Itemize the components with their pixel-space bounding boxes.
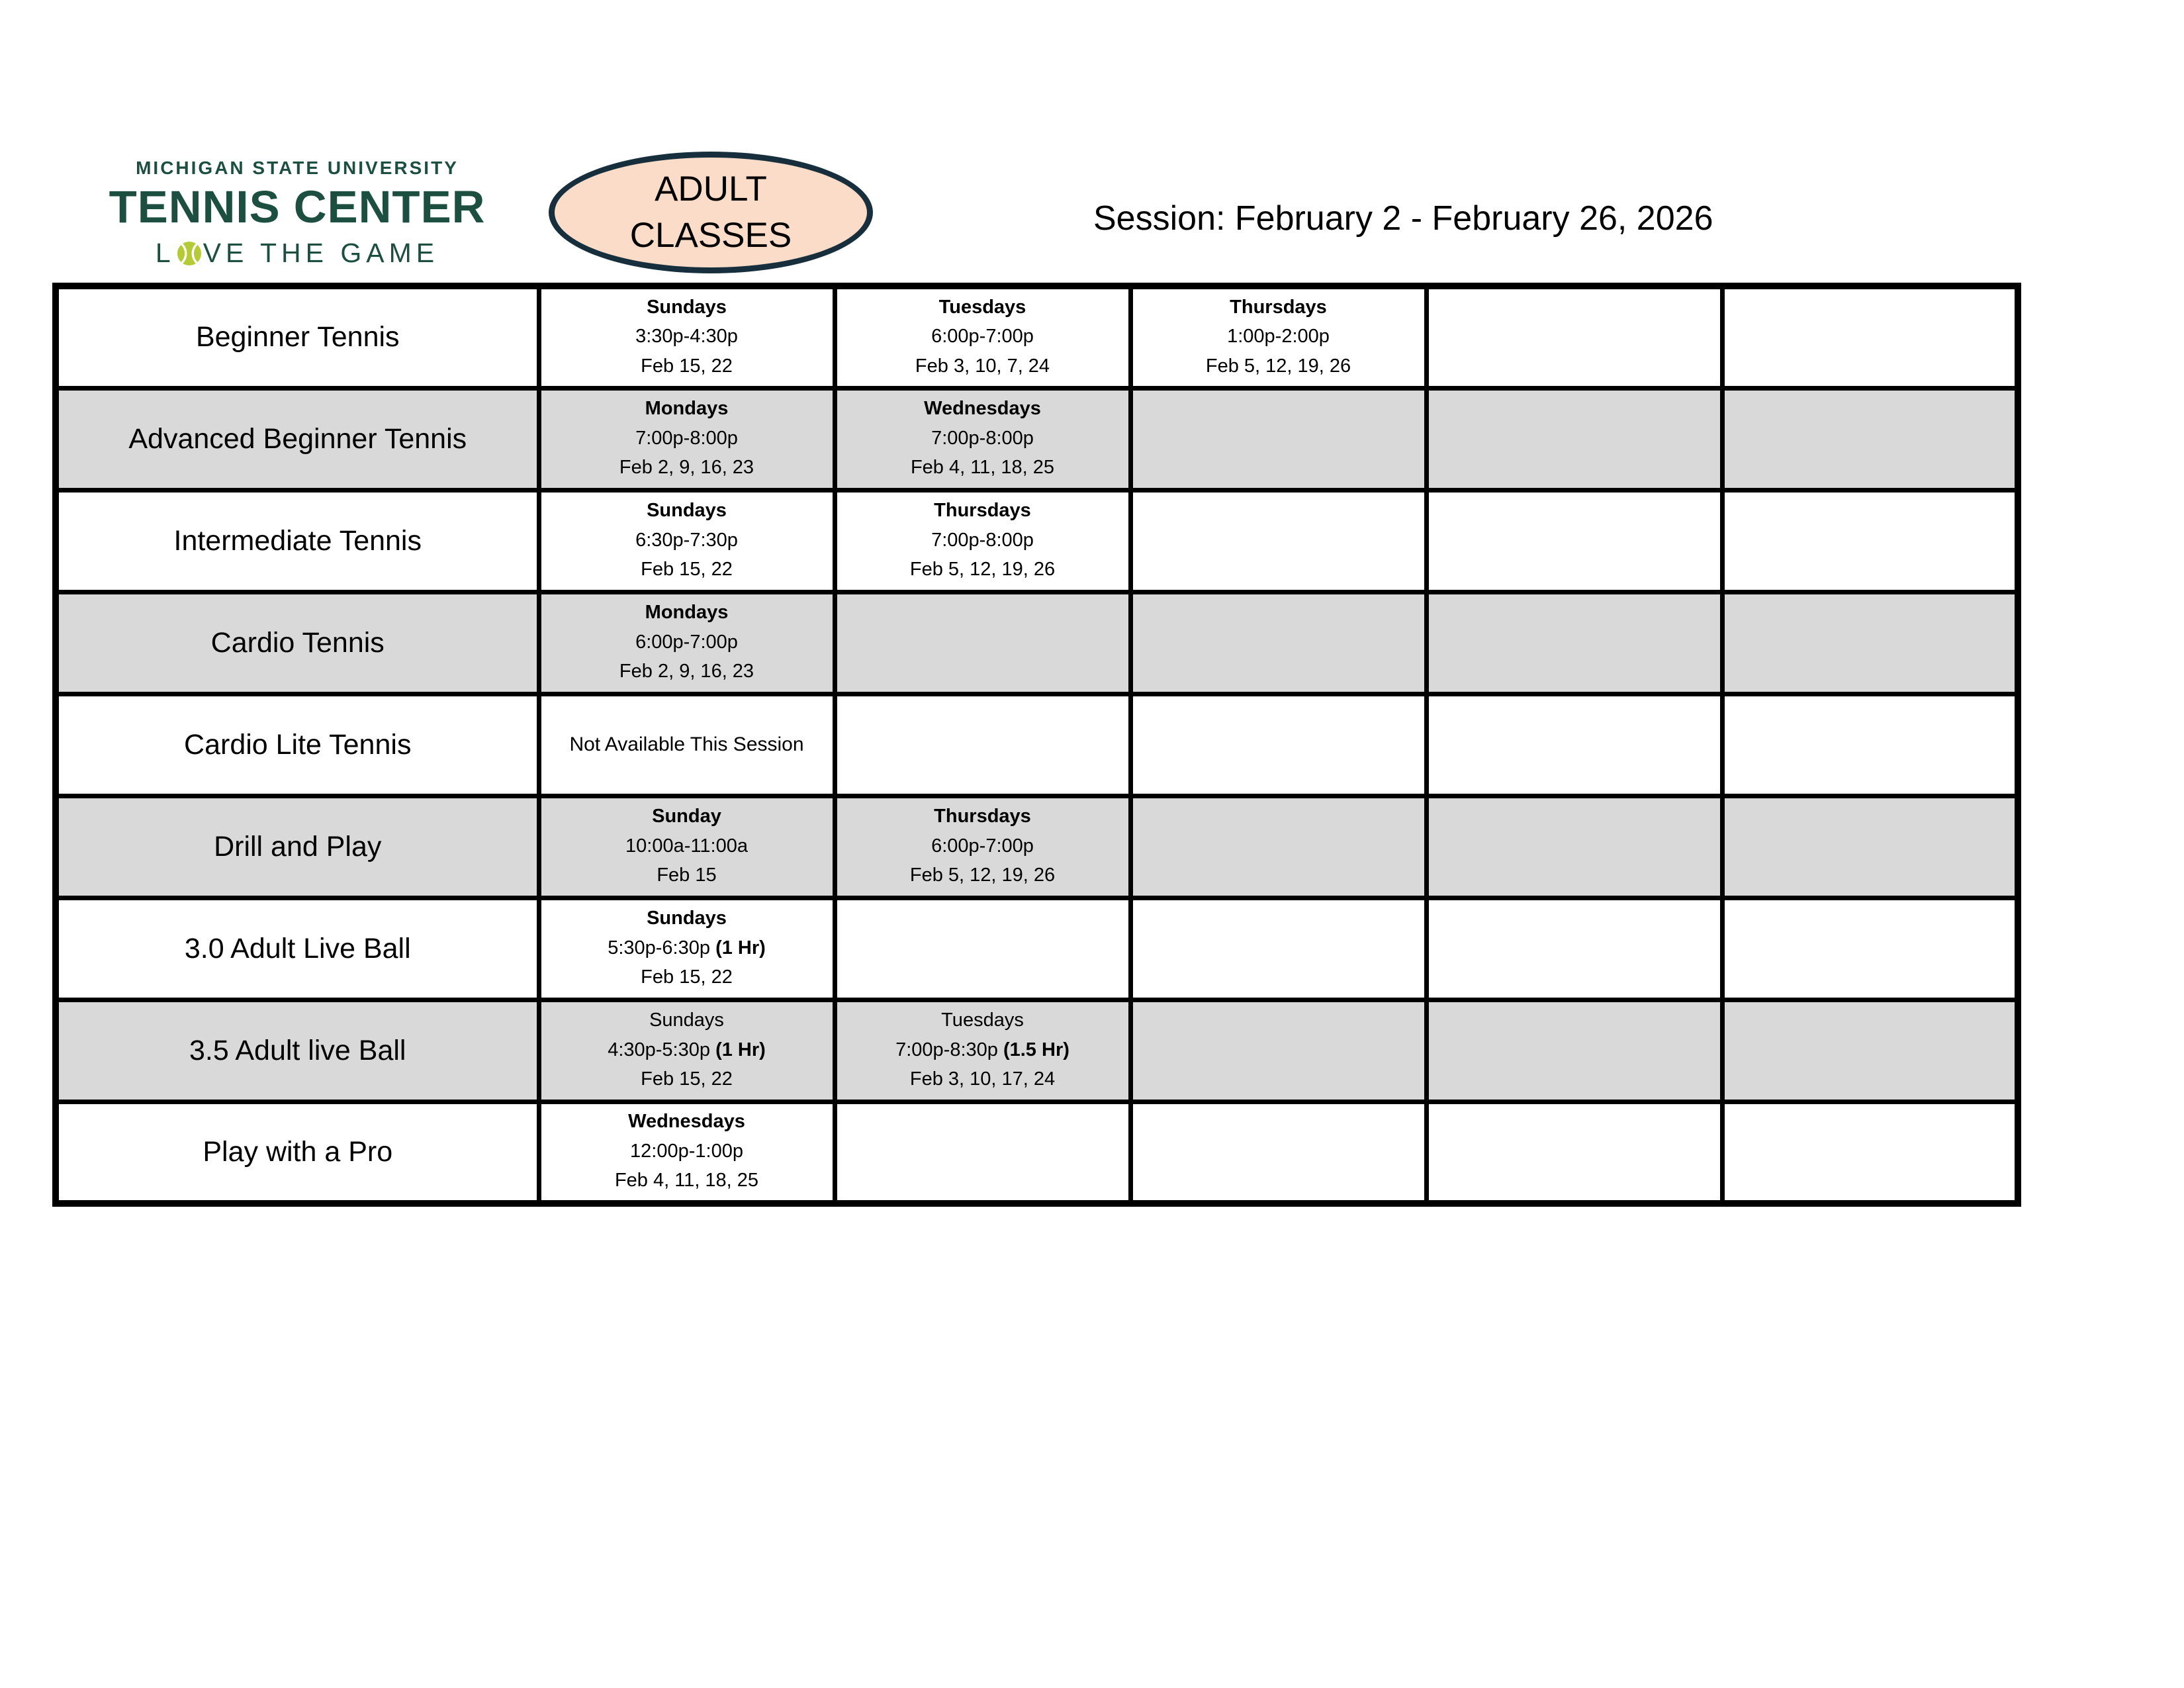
slot-time: [1227, 325, 1330, 348]
slot-day: Mondays: [645, 398, 729, 419]
class-name-cell: 3.5 Adult live Ball: [56, 1000, 539, 1102]
empty-slot-cell: [1426, 694, 1722, 796]
slot-content: [837, 291, 1128, 384]
slot-time: [931, 427, 1034, 450]
slot-time: [635, 631, 738, 654]
slot-day: Thursdays: [1230, 296, 1327, 318]
slot-time-text: 7:00p-8:30p: [895, 1039, 998, 1060]
slot-day: Sundays: [647, 908, 727, 929]
empty-slot-cell: [1722, 490, 2018, 592]
slot-content: [541, 393, 833, 485]
schedule-row: [56, 1102, 2018, 1203]
slot-dates: Feb 3, 10, 17, 24: [909, 1068, 1056, 1090]
slot-dates: Feb 4, 11, 18, 25: [614, 1170, 759, 1192]
slot-time-text: 6:00p-7:00p: [931, 835, 1034, 857]
class-name-cell: Cardio Tennis: [56, 592, 539, 694]
empty-slot-cell: [1130, 592, 1426, 694]
slot-day: Sundays: [647, 500, 727, 521]
slot-time: [635, 529, 738, 552]
slot-duration: (1 Hr): [715, 937, 766, 959]
class-name-cell: Beginner Tennis: [56, 286, 539, 388]
empty-slot-cell: [1722, 388, 2018, 490]
schedule-slot-cell: [835, 388, 1130, 490]
slot-time: [625, 835, 748, 858]
empty-slot-cell: [1722, 592, 2018, 694]
empty-slot-cell: [1722, 694, 2018, 796]
slot-dates: Feb 3, 10, 7, 24: [915, 355, 1050, 377]
slot-time-text: 6:00p-7:00p: [635, 631, 738, 653]
slot-dates: Feb 15: [657, 865, 717, 886]
schedule-table-body: [56, 286, 2018, 1203]
schedule-slot-cell: [835, 796, 1130, 898]
class-name-cell: Play with a Pro: [56, 1102, 539, 1203]
slot-time: [608, 1039, 766, 1062]
empty-slot-cell: [1426, 898, 1722, 1000]
empty-slot-cell: [1130, 490, 1426, 592]
empty-slot-cell: [1426, 796, 1722, 898]
schedule-slot-cell: [835, 1000, 1130, 1102]
slot-content: [541, 1105, 833, 1198]
slot-time-text: 3:30p-4:30p: [635, 326, 738, 348]
slot-day: Sundays: [647, 296, 727, 318]
slot-content: [541, 494, 833, 587]
slot-day: Mondays: [645, 602, 729, 623]
slot-time: [608, 937, 766, 960]
slot-time-text: 7:00p-8:00p: [931, 529, 1034, 551]
slot-content: [541, 1004, 833, 1097]
class-name-cell: Cardio Lite Tennis: [56, 694, 539, 796]
slot-content: [837, 800, 1128, 893]
empty-slot-cell: [1130, 796, 1426, 898]
slot-time-text: 10:00a-11:00a: [625, 835, 748, 857]
slot-time-text: 6:30p-7:30p: [635, 529, 738, 551]
session-title: Session: February 2 - February 26, 2026: [1093, 199, 1713, 238]
slot-day: Tuesdays: [941, 1009, 1024, 1031]
empty-slot-cell: [1722, 286, 2018, 388]
schedule-slot-cell: [539, 592, 835, 694]
slot-time-text: 1:00p-2:00p: [1227, 326, 1330, 348]
slot-note: Not Available This Session: [569, 733, 804, 755]
slot-duration: (1 Hr): [715, 1039, 766, 1060]
slot-day: Sundays: [649, 1009, 724, 1031]
schedule-row: [56, 388, 2018, 490]
schedule-slot-cell: [539, 490, 835, 592]
slot-time: [635, 427, 738, 450]
empty-slot-cell: [1130, 388, 1426, 490]
slot-time: [931, 529, 1034, 552]
slot-time-text: 6:00p-7:00p: [931, 326, 1034, 348]
slot-content: [541, 800, 833, 893]
slot-dates: Feb 15, 22: [641, 966, 733, 988]
schedule-row: [56, 286, 2018, 388]
slot-dates: Feb 5, 12, 19, 26: [1205, 355, 1351, 377]
empty-slot-cell: [1722, 1102, 2018, 1203]
slot-dates: Feb 15, 22: [641, 355, 733, 377]
slot-dates: Feb 2, 9, 16, 23: [619, 661, 754, 682]
tennis-ball-icon: [177, 241, 202, 266]
empty-slot-cell: [1426, 388, 1722, 490]
adult-classes-badge: [549, 152, 873, 273]
schedule-slot-cell: [539, 898, 835, 1000]
empty-slot-cell: [1426, 1000, 1722, 1102]
class-name-cell: Intermediate Tennis: [56, 490, 539, 592]
slot-content: [1133, 291, 1424, 384]
empty-slot-cell: [1426, 1102, 1722, 1203]
class-name-cell: 3.0 Adult Live Ball: [56, 898, 539, 1000]
slot-content: [541, 596, 833, 689]
schedule-row: [56, 796, 2018, 898]
slot-time: [931, 835, 1034, 858]
empty-slot-cell: [1130, 1102, 1426, 1203]
empty-slot-cell: [1426, 592, 1722, 694]
schedule-row: [56, 592, 2018, 694]
badge-line1: ADULT: [655, 169, 767, 209]
class-name-cell: Drill and Play: [56, 796, 539, 898]
slot-time: [931, 325, 1034, 348]
schedule-slot-cell: [539, 796, 835, 898]
empty-slot-cell: [1722, 898, 2018, 1000]
slot-dates: Feb 5, 12, 19, 26: [909, 559, 1056, 581]
empty-slot-cell: [1130, 898, 1426, 1000]
empty-slot-cell: [1722, 1000, 2018, 1102]
logo-university-line: MICHIGAN STATE UNIVERSITY: [136, 158, 459, 178]
slot-day: Tuesdays: [938, 296, 1026, 318]
slot-day: Wednesdays: [628, 1111, 745, 1133]
logo-tagline-suffix: VE THE GAME: [203, 238, 439, 268]
slot-content: [837, 494, 1128, 587]
msu-tennis-center-logo: [105, 158, 490, 269]
slot-duration: (1.5 Hr): [1003, 1039, 1069, 1060]
slot-content: [837, 1004, 1128, 1097]
empty-slot-cell: [1130, 694, 1426, 796]
empty-slot-cell: [1426, 286, 1722, 388]
badge-line2: CLASSES: [629, 216, 792, 255]
slot-time-text: 4:30p-5:30p: [608, 1039, 710, 1060]
slot-day: Thursdays: [934, 500, 1031, 521]
slot-time: [895, 1039, 1069, 1062]
schedule-slot-cell: [539, 1102, 835, 1203]
schedule-row: [56, 1000, 2018, 1102]
logo-tagline: [105, 238, 490, 269]
slot-content: [541, 291, 833, 384]
slot-time: [630, 1140, 743, 1163]
schedule-slot-cell: [1130, 286, 1426, 388]
schedule-slot-cell: [539, 388, 835, 490]
schedule-slot-cell: [835, 286, 1130, 388]
schedule-row: [56, 490, 2018, 592]
slot-time-text: 7:00p-8:00p: [635, 427, 738, 449]
schedule-row: [56, 898, 2018, 1000]
logo-tagline-prefix: L: [155, 238, 175, 268]
empty-slot-cell: [835, 898, 1130, 1000]
empty-slot-cell: [1722, 796, 2018, 898]
schedule-slot-cell: [539, 694, 835, 796]
class-name-cell: Advanced Beginner Tennis: [56, 388, 539, 490]
empty-slot-cell: [1130, 1000, 1426, 1102]
empty-slot-cell: [835, 694, 1130, 796]
slot-dates: Feb 4, 11, 18, 25: [910, 457, 1055, 479]
schedule-slot-cell: [835, 490, 1130, 592]
slot-day: Sunday: [652, 806, 721, 827]
logo-tennis-center-line: TENNIS CENTER: [109, 181, 486, 232]
slot-dates: Feb 15, 22: [641, 1068, 733, 1090]
empty-slot-cell: [1426, 490, 1722, 592]
slot-content: [541, 902, 833, 995]
slot-time-text: 7:00p-8:00p: [931, 427, 1034, 449]
slot-day: Thursdays: [934, 806, 1031, 827]
schedule-row: [56, 694, 2018, 796]
slot-time-text: 12:00p-1:00p: [630, 1140, 743, 1162]
slot-dates: Feb 15, 22: [641, 559, 733, 581]
slot-time-text: 5:30p-6:30p: [608, 937, 710, 959]
slot-content: [837, 393, 1128, 485]
empty-slot-cell: [835, 592, 1130, 694]
slot-dates: Feb 2, 9, 16, 23: [619, 457, 754, 479]
slot-dates: Feb 5, 12, 19, 26: [909, 865, 1056, 886]
empty-slot-cell: [835, 1102, 1130, 1203]
schedule-slot-cell: [539, 286, 835, 388]
schedule-slot-cell: [539, 1000, 835, 1102]
schedule-table: [52, 283, 2021, 1207]
slot-time: [635, 325, 738, 348]
slot-day: Wednesdays: [924, 398, 1041, 419]
